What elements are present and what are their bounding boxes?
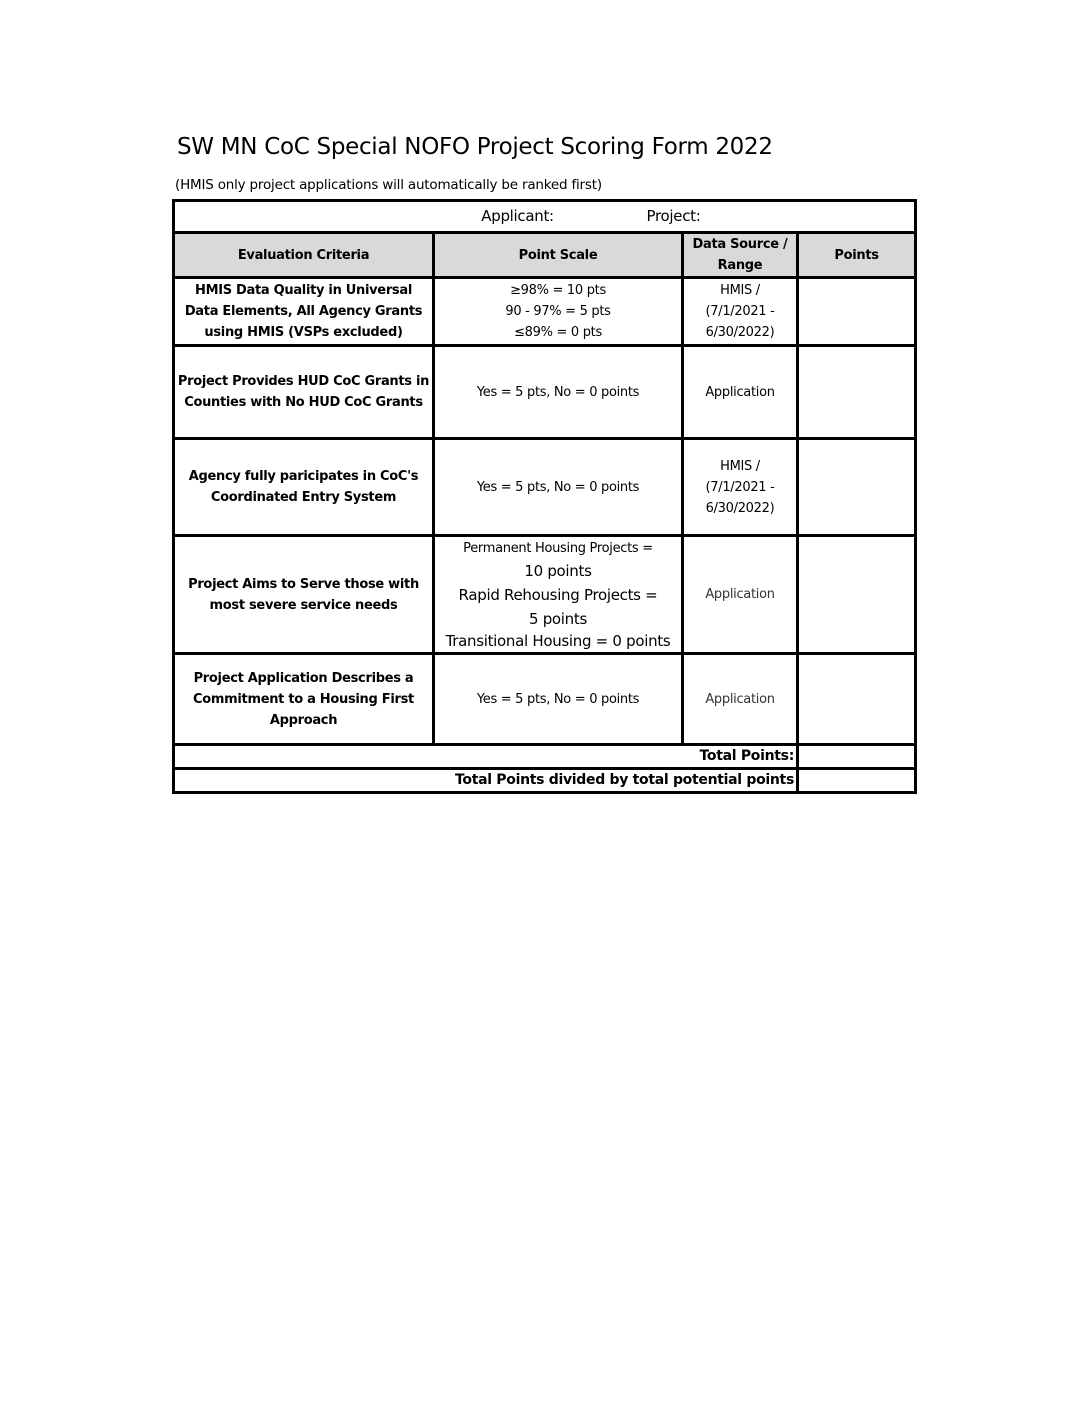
points-cell[interactable] [798,536,916,654]
scale-line: Transitional Housing = 0 points [445,632,671,650]
header-points: Points [798,233,916,278]
criteria-cell: Project Application Describes a Commitment to a Housing First Approach [174,654,434,745]
source-line: HMIS / [720,458,760,474]
source-line: (7/1/2021 - [705,479,775,495]
points-cell[interactable] [798,439,916,536]
scale-line: 5 points [529,610,587,628]
points-cell[interactable] [798,278,916,346]
scale-cell [434,278,683,346]
criteria-cell: Project Aims to Serve those with most severe service needs [174,536,434,654]
table-row [174,536,916,654]
scoring-table [172,199,917,794]
table-row [174,654,916,745]
project-label: Project: [646,207,701,225]
scale-line: ≥98% = 10 pts [510,283,606,298]
source-line: 6/30/2022) [705,500,775,516]
header-point-scale: Point Scale [434,233,683,278]
page-subtitle: (HMIS only project applications will automatically be ranked first) [175,177,602,193]
page-title: SW MN CoC Special NOFO Project Scoring Form 2022 [177,134,773,160]
criteria-cell: Project Provides HUD CoC Grants in Counties with No HUD CoC Grants [174,346,434,439]
total-divided-value[interactable] [798,769,916,793]
source-line: HMIS / [720,283,760,298]
total-points-label: Total Points: [174,745,798,769]
source-cell: Application [683,654,798,745]
scale-line: 90 - 97% = 5 pts [505,304,611,319]
scale-line: 10 points [524,562,592,580]
header-data-source: Data Source / Range [683,233,798,278]
source-line: 6/30/2022) [705,325,775,340]
scale-cell: Yes = 5 pts, No = 0 points [434,439,683,536]
scale-cell: Yes = 5 pts, No = 0 points [434,346,683,439]
table-row [174,278,916,346]
total-divided-row [174,769,916,793]
source-cell [683,439,798,536]
criteria-cell: HMIS Data Quality in Universal Data Elements, All Agency Grants using HMIS (VSPs excluded) [174,278,434,346]
source-cell [683,278,798,346]
header-evaluation-criteria: Evaluation Criteria [174,233,434,278]
total-points-value[interactable] [798,745,916,769]
applicant-row [174,201,916,233]
total-points-row [174,745,916,769]
applicant-project-cell[interactable] [174,201,916,233]
points-cell[interactable] [798,654,916,745]
points-cell[interactable] [798,346,916,439]
source-cell: Application [683,346,798,439]
applicant-label: Applicant: [481,207,554,225]
scale-line: Permanent Housing Projects = [463,541,653,556]
scale-cell: Yes = 5 pts, No = 0 points [434,654,683,745]
table-row [174,346,916,439]
source-cell: Application [683,536,798,654]
table-row [174,439,916,536]
scale-line: ≤89% = 0 pts [514,325,602,340]
scale-line: Rapid Rehousing Projects = [458,586,658,604]
total-divided-label: Total Points divided by total potential points [174,769,798,793]
header-row [174,233,916,278]
criteria-cell: Agency fully paricipates in CoC's Coordinated Entry System [174,439,434,536]
scale-cell [434,536,683,654]
source-line: (7/1/2021 - [705,304,775,319]
